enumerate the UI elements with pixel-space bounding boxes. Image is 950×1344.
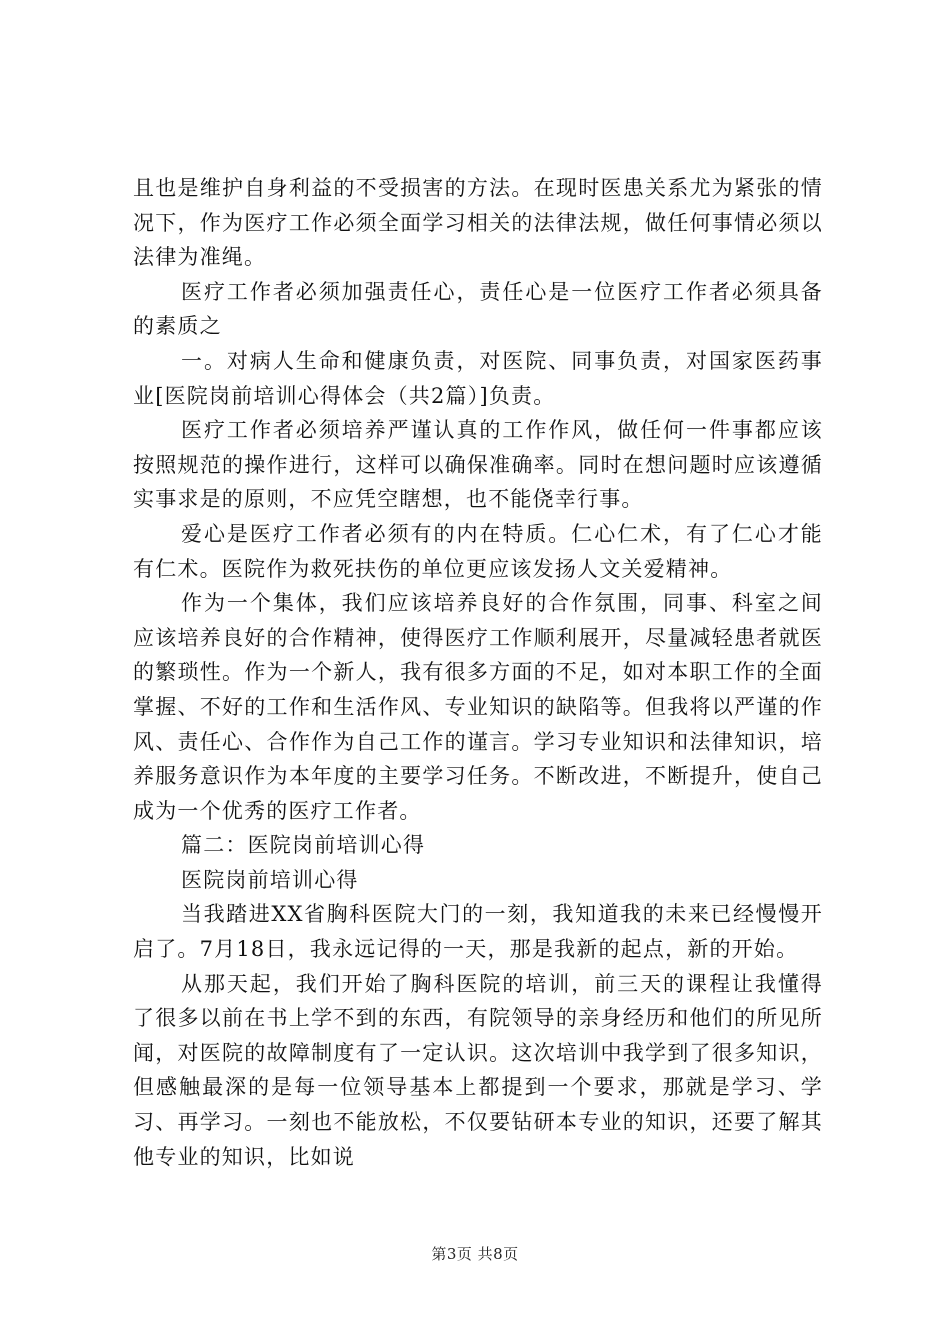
document-body <box>133 171 823 1174</box>
paragraph-2: 医疗工作者必须加强责任心，责任心是一位医疗工作者必须具备的素质之 <box>133 279 823 339</box>
paragraph-3: 一。对病人生命和健康负责，对医院、同事负责，对国家医药事业[医院岗前培训心得体会（共2篇）]负责。 <box>133 348 823 408</box>
paragraph-8: 从那天起，我们开始了胸科医院的培训，前三天的课程让我懂得了很多以前在书上学不到的东西，有院领导的亲身经历和他们的所见所闻，对医院的故障制度有了一定认识。这次培训中我学到了很多知识，但感触最深的是每一位领导基本上都提到一个要求，那就是学习、学习、再学习。一刻也不能放松，不仅要钻研本专业的知识，还要了解其他专业的知识，比如说 <box>133 971 823 1169</box>
paragraph-5: 爱心是医疗工作者必须有的内在特质。仁心仁术，有了仁心才能有仁术。医院作为救死扶伤的单位更应该发扬人文关爱精神。 <box>133 521 823 581</box>
paragraph-1: 且也是维护自身利益的不受损害的方法。在现时医患关系尤为紧张的情况下，作为医疗工作必须全面学习相关的法律法规，做任何事情必须以法律为准绳。 <box>133 176 823 270</box>
paragraph-4: 医疗工作者必须培养严谨认真的工作作风，做任何一件事都应该按照规范的操作进行，这样可以确保准确率。同时在想问题时应该遵循实事求是的原则，不应凭空瞎想，也不能侥幸行事。 <box>133 418 823 512</box>
paragraph-7: 当我踏进XX省胸科医院大门的一刻，我知道我的未来已经慢慢开启了。7月18日，我永远记得的一天，那是我新的起点，新的开始。 <box>133 902 823 962</box>
paragraph-6: 作为一个集体，我们应该培养良好的合作氛围，同事、科室之间应该培养良好的合作精神，使得医疗工作顺利展开，尽量减轻患者就医的繁琐性。作为一个新人，我有很多方面的不足，如对本职工作的全面掌握、不好的工作和生活作风、专业知识的缺陷等。但我将以严谨的作风、责任心、合作作为自己工作的谨言。学习专业知识和法律知识，培养服务意识作为本年度的主要学习任务。不断改进，不断提升，使自己成为一个优秀的医疗工作者。 <box>133 591 823 823</box>
section-subtitle: 医院岗前培训心得 <box>181 867 359 892</box>
section-heading: 篇二：医院岗前培训心得 <box>181 833 426 858</box>
page-footer: 第3页 共8页 <box>431 1245 519 1263</box>
